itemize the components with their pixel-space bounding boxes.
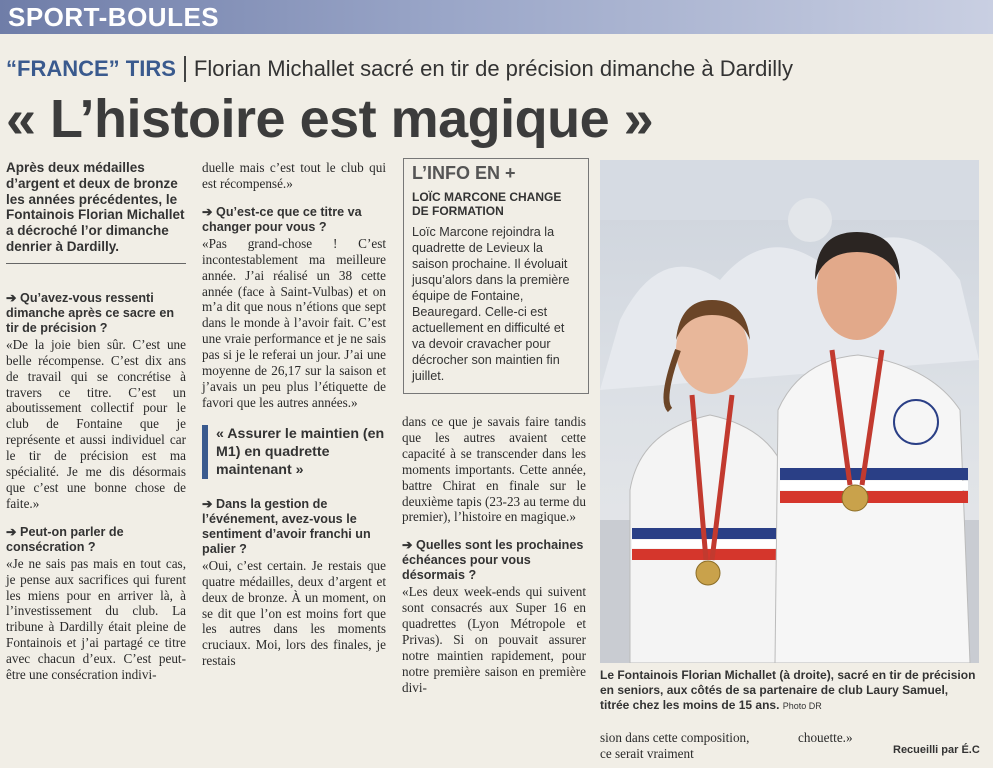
section-title: SPORT-BOULES <box>8 2 220 32</box>
info-box-title <box>412 163 580 184</box>
info-box-title-text: L’INFO EN <box>412 163 501 183</box>
answer: «Pas grand-chose ! C’est incontestablement ma meilleure année. J’ai réalisé un 38 cette année (face à Saint-Vulbas) et on m’a dit que nous n’étions que sept dans le monde à l’avoir fait. C’est une vraie performance et je ne sais pas si je le referai un jour. J’ai une moyenne de 26,17 sur la saison et j’avais un peu plus l’étiquette de favori que les autres années.» <box>202 235 386 410</box>
section-banner <box>0 0 993 34</box>
photo-illustration <box>600 160 979 663</box>
photo-caption <box>600 668 980 714</box>
divider <box>6 263 186 264</box>
caption-text: Le Fontainois Florian Michallet (à droite), sacré en tir de précision en seniors, aux côtés de sa partenaire de club Laury Samuel, titrée chez les moins de 15 ans. <box>600 668 976 712</box>
question: ➔ Dans la gestion de l’événement, avez-vous le sentiment d’avoir franchi un palier ? <box>202 496 371 556</box>
answer: «De la joie bien sûr. C’est une belle récompense. C’est dix ans de travail qui se concrétise à travers ce titre. C’est un aboutissement collectif pour le club de Fontaine que je représente et aussi individuel car le tir de précision est ma spécialité. Je me dis désormais que c’est une bonne chose de faite.» <box>6 336 186 511</box>
article-photo <box>600 160 979 663</box>
answer: «Oui, c’est certain. Je restais que quatre médailles, deux d’argent et deux de bronze. À un moment, on se dit que l’on est moins fort que les autres dans les moments cruciaux. Moi, lors des finales, je restais <box>202 557 386 669</box>
byline: Recueilli par É.C <box>893 744 980 756</box>
info-box-subtitle: LOÏC MARCONE CHANGE DE FORMATION <box>412 190 562 218</box>
question: ➔ Qu’avez-vous ressenti dimanche après ce sacre en tir de précision ? <box>6 290 175 335</box>
kicker: “FRANCE” TIRS <box>6 56 176 81</box>
answer: duelle mais c’est tout le club qui est récompensé.» <box>202 160 386 191</box>
article-column-5-end: chouette.» <box>798 730 853 745</box>
subtitle: Florian Michallet sacré en tir de précision dimanche à Dardilly <box>193 56 794 81</box>
info-box-body: Loïc Marcone rejoindra la quadrette de Levieux la saison prochaine. Il évoluait jusqu’alors dans la première équipe de Fontaine, Beauregard. Celle-ci est actuellement en difficulté et va devoir cravacher pour décrocher son maintien fin juillet. <box>412 225 570 383</box>
info-box <box>403 158 589 394</box>
answer: dans ce que je savais faire tandis que les autres avaient cette capacité à se transcender dans les moments importants. Cette année, battre Chirat en finale sur le deuxième tapis (23-23 au terme du premier), l’histoire en magique.» <box>402 414 586 525</box>
answer: «Les deux week-ends qui suivent sont consacrés aux Super 16 en quadrettes (Lyon Métropole et Privas). Si on pouvait assurer notre maintien rapidement, pour notre première saison en première divi- <box>402 584 586 695</box>
question: ➔ Quelles sont les prochaines échéances pour vous désormais ? <box>402 538 584 583</box>
photo-credit: Photo DR <box>782 701 822 711</box>
headline: « L’histoire est magique » <box>6 89 654 149</box>
article-column-4-end: sion dans cette composition, ce serait vraiment <box>600 730 750 761</box>
article-column-1 <box>6 160 186 683</box>
article-column-3 <box>402 414 586 696</box>
kicker-separator <box>184 56 186 82</box>
question: ➔ Qu’est-ce que ce titre va changer pour vous ? <box>202 204 362 234</box>
lead-paragraph: Après deux médailles d’argent et deux de bronze les années précédentes, le Fontainois Florian Michallet a décroché l’or dimanche denrier à Dardilly. <box>6 160 185 254</box>
subheadline <box>6 52 793 86</box>
pull-quote: « Assurer le maintien (en M1) en quadrette maintenant » <box>202 425 386 479</box>
plus-icon: + <box>505 163 516 183</box>
article-column-2 <box>202 160 386 669</box>
answer: «Je ne sais pas mais en tout cas, je pense aux sacrifices qui furent les miens pour en arriver là, à l’investissement du club. La tribune à Dardilly était pleine de Fontainois et j’ai partagé ce titre avec chacun d’eux. C’est peut-être une consécration indivi- <box>6 555 186 683</box>
question: ➔ Peut-on parler de consécration ? <box>6 524 124 554</box>
